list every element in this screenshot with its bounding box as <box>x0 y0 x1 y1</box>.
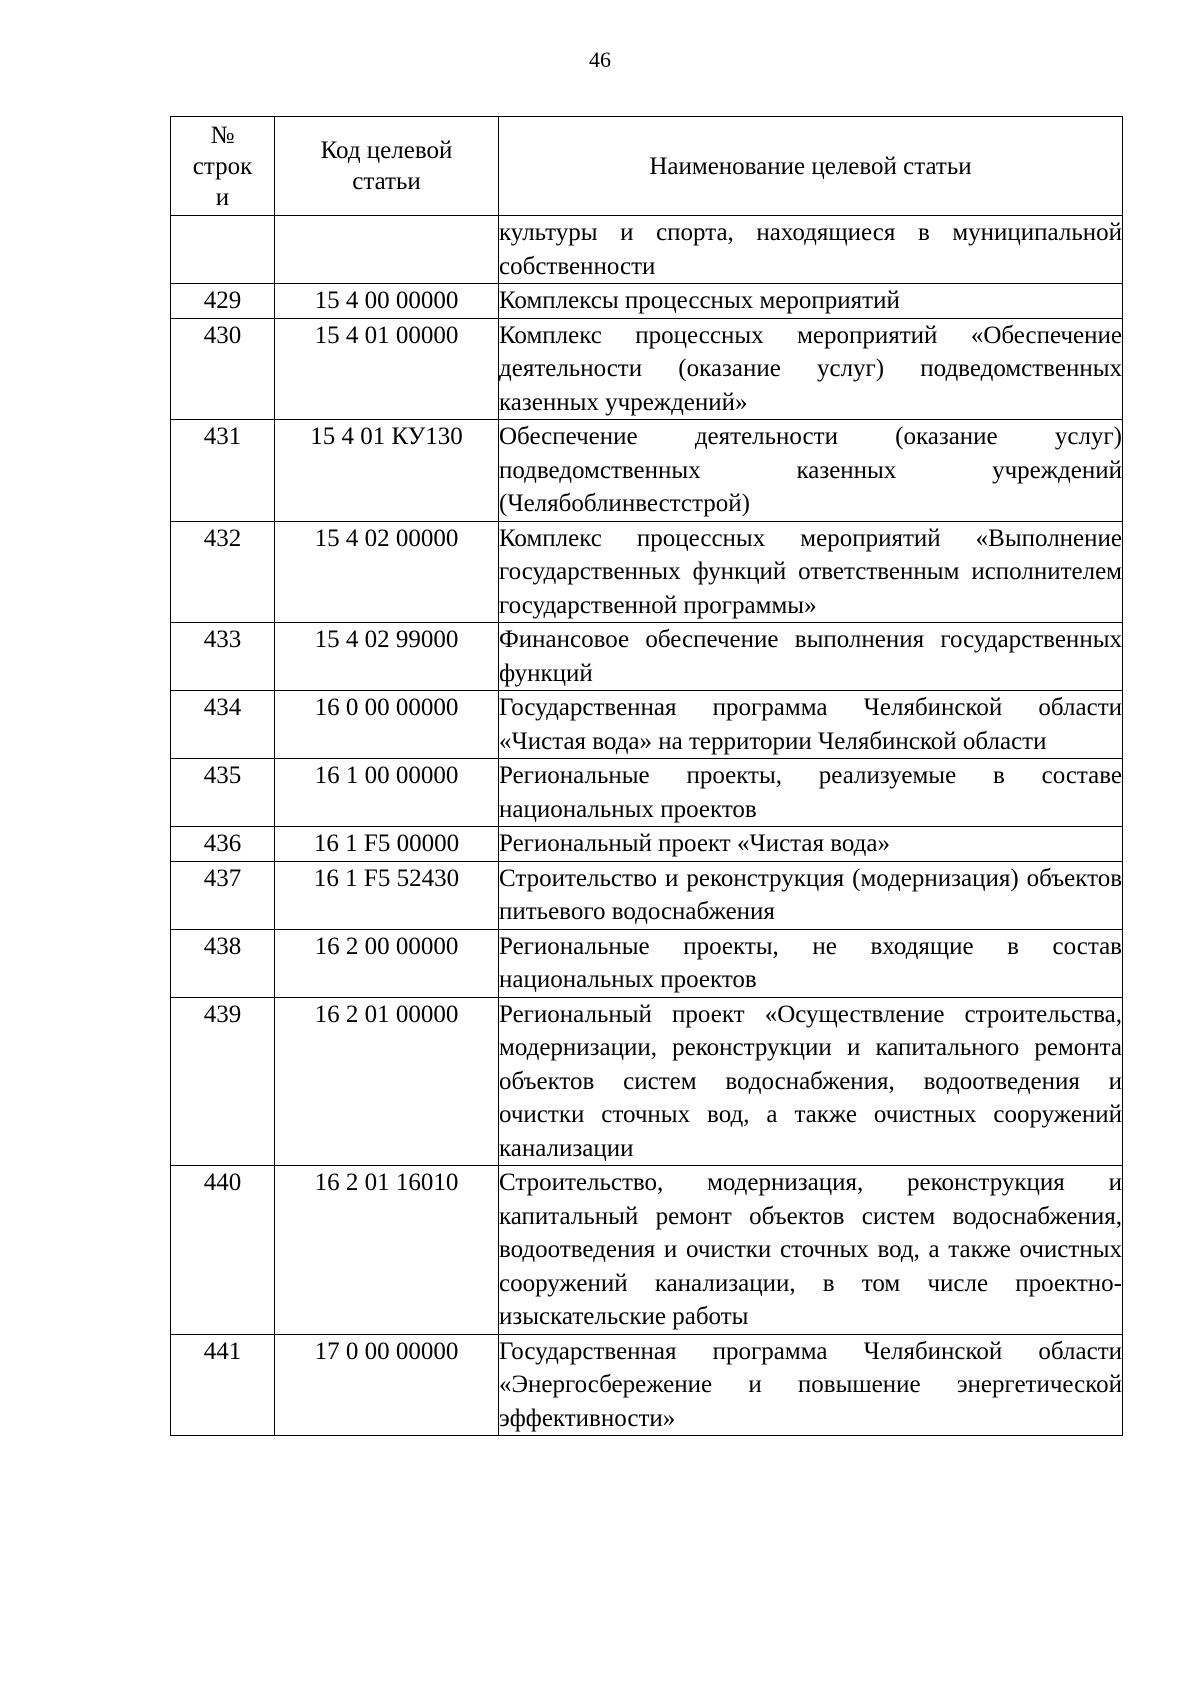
target-articles-table <box>170 116 1123 1436</box>
header-article-name: Наименование целевой статьи <box>499 117 1123 216</box>
row-number-cell: 431 <box>171 420 275 522</box>
article-name-cell: Региональные проекты, не входящие в состав национальных проектов <box>499 929 1123 997</box>
table-row <box>171 284 1123 319</box>
row-number-cell <box>171 216 275 284</box>
article-code-cell: 17 0 00 00000 <box>275 1334 499 1436</box>
article-name-cell: Государственная программа Челябинской области «Чистая вода» на территории Челябинской области <box>499 691 1123 759</box>
row-number-cell: 436 <box>171 827 275 862</box>
row-number-cell: 429 <box>171 284 275 319</box>
article-code-cell: 16 2 00 00000 <box>275 929 499 997</box>
row-number-cell: 432 <box>171 521 275 623</box>
article-code-cell: 16 0 00 00000 <box>275 691 499 759</box>
article-name-cell: Региональный проект «Осуществление строительства, модернизации, реконструкции и капитального ремонта объектов систем водоснабжения, водоотведения и очистки сточных вод, а также очистных сооружений канализации <box>499 997 1123 1166</box>
table-row <box>171 759 1123 827</box>
row-number-cell: 433 <box>171 623 275 691</box>
header-article-code: Код целевой статьи <box>275 117 499 216</box>
article-name-cell: Строительство и реконструкция (модернизация) объектов питьевого водоснабжения <box>499 861 1123 929</box>
header-row-number: № строк и <box>171 117 275 216</box>
article-code-cell: 15 4 02 00000 <box>275 521 499 623</box>
row-number-cell: 430 <box>171 318 275 420</box>
article-code-cell <box>275 216 499 284</box>
table-row <box>171 318 1123 420</box>
article-code-cell: 15 4 02 99000 <box>275 623 499 691</box>
table-row <box>171 1166 1123 1335</box>
table-header-row <box>171 117 1123 216</box>
row-number-cell: 437 <box>171 861 275 929</box>
article-name-cell: Строительство, модернизация, реконструкция и капитальный ремонт объектов систем водоснабжения, водоотведения и очистки сточных вод, а также очистных сооружений канализации, в том числе проектно-изыскательские работы <box>499 1166 1123 1335</box>
table-row <box>171 623 1123 691</box>
row-number-cell: 441 <box>171 1334 275 1436</box>
table-row <box>171 1334 1123 1436</box>
article-name-cell: Региональный проект «Чистая вода» <box>499 827 1123 862</box>
table-row <box>171 691 1123 759</box>
table-row <box>171 997 1123 1166</box>
table-row <box>171 420 1123 522</box>
row-number-cell: 434 <box>171 691 275 759</box>
table-row <box>171 216 1123 284</box>
row-number-cell: 438 <box>171 929 275 997</box>
article-code-cell: 15 4 01 КУ130 <box>275 420 499 522</box>
article-code-cell: 16 1 F5 00000 <box>275 827 499 862</box>
page-number: 46 <box>589 47 611 72</box>
row-number-cell: 439 <box>171 997 275 1166</box>
table-row <box>171 861 1123 929</box>
row-number-cell: 440 <box>171 1166 275 1335</box>
article-name-cell: Комплекс процессных мероприятий «Выполнение государственных функций ответственным исполнителем государственной программы» <box>499 521 1123 623</box>
table-row <box>171 521 1123 623</box>
article-code-cell: 15 4 00 00000 <box>275 284 499 319</box>
article-name-cell: Комплексы процессных мероприятий <box>499 284 1123 319</box>
article-code-cell: 16 2 01 00000 <box>275 997 499 1166</box>
table-row <box>171 929 1123 997</box>
row-number-cell: 435 <box>171 759 275 827</box>
table-row <box>171 827 1123 862</box>
article-name-cell: Региональные проекты, реализуемые в составе национальных проектов <box>499 759 1123 827</box>
article-code-cell: 16 1 F5 52430 <box>275 861 499 929</box>
article-name-cell: Финансовое обеспечение выполнения государственных функций <box>499 623 1123 691</box>
article-code-cell: 16 2 01 16010 <box>275 1166 499 1335</box>
article-name-cell: Обеспечение деятельности (оказание услуг) подведомственных казенных учреждений (Челябоблинвестстрой) <box>499 420 1123 522</box>
table-body <box>171 216 1123 1436</box>
article-name-cell: Государственная программа Челябинской области «Энергосбережение и повышение энергетической эффективности» <box>499 1334 1123 1436</box>
article-code-cell: 15 4 01 00000 <box>275 318 499 420</box>
article-name-cell: Комплекс процессных мероприятий «Обеспечение деятельности (оказание услуг) подведомственных казенных учреждений» <box>499 318 1123 420</box>
article-code-cell: 16 1 00 00000 <box>275 759 499 827</box>
article-name-cell: культуры и спорта, находящиеся в муниципальной собственности <box>499 216 1123 284</box>
